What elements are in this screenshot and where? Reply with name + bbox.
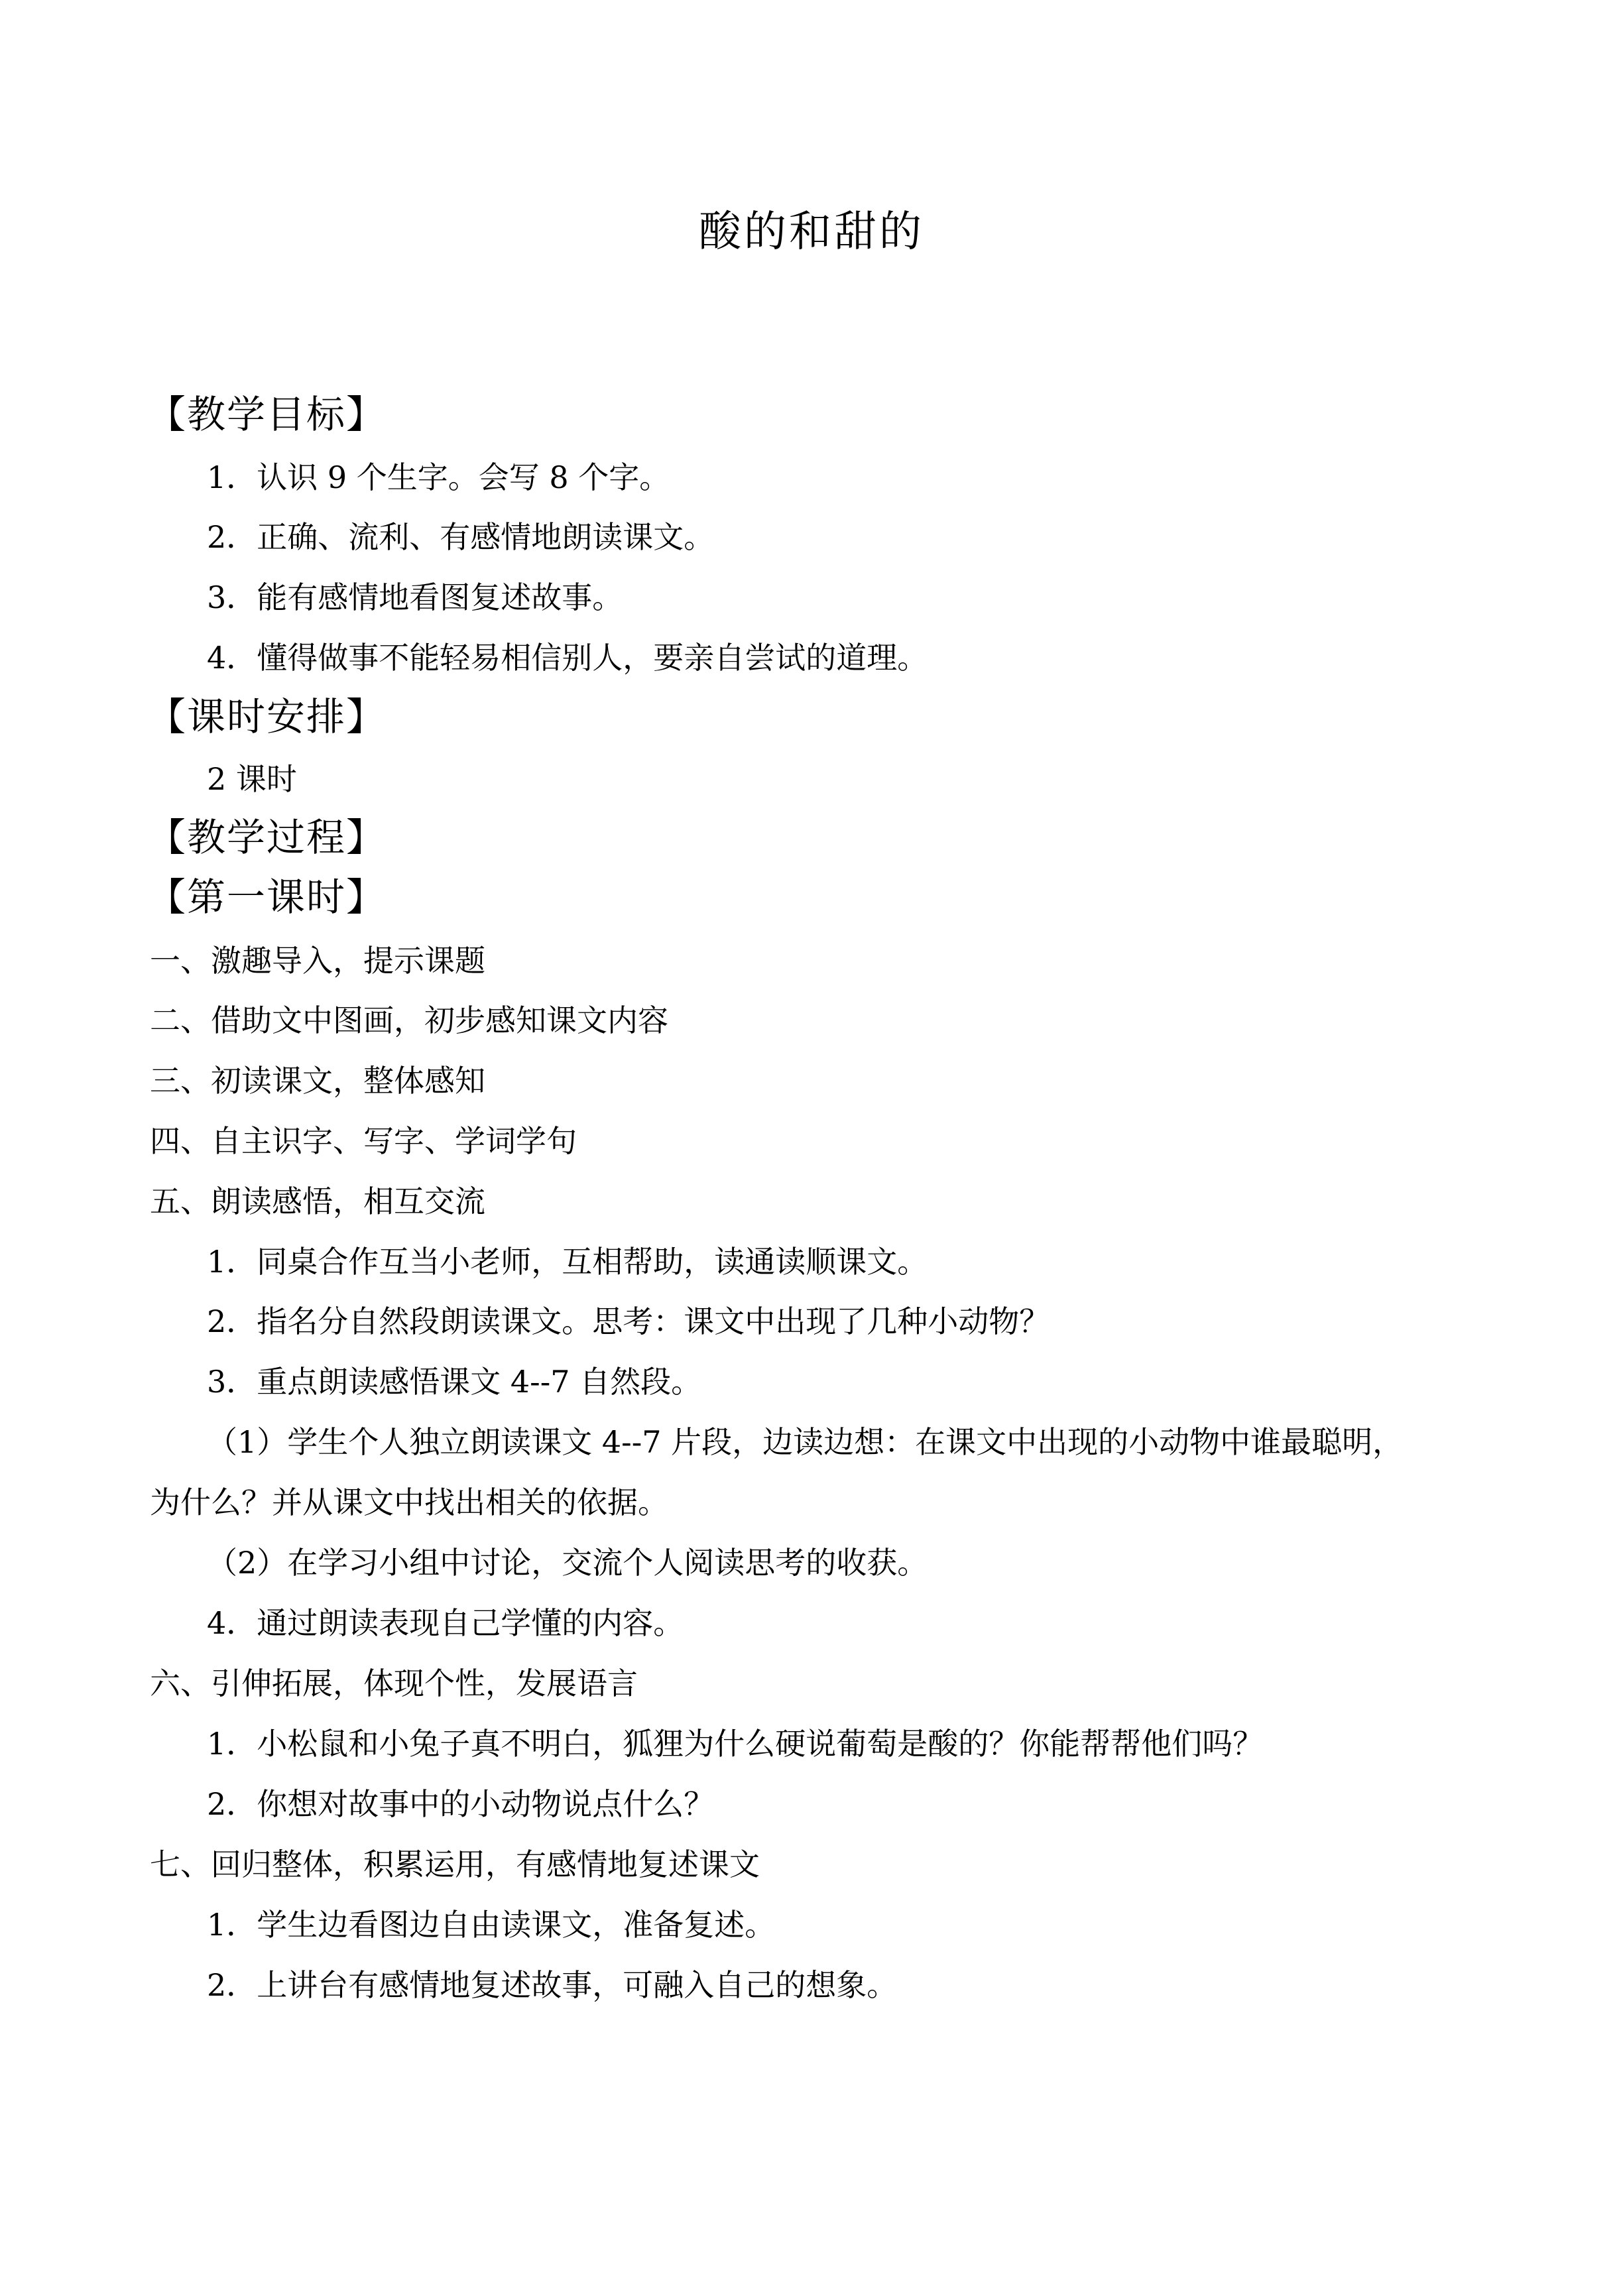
heading-schedule: 【课时安排】 xyxy=(147,694,387,739)
step-item: 2．上讲台有感情地复述故事，可融入自己的想象。 xyxy=(207,1967,898,2003)
step-item: 2．你想对故事中的小动物说点什么？ xyxy=(207,1786,715,1822)
heading-process: 【教学过程】 xyxy=(147,815,387,860)
sub-item: （2）在学习小组中讨论，交流个人阅读思考的收获。 xyxy=(207,1545,928,1581)
sub-item-continuation: 为什么？并从课文中找出相关的依据。 xyxy=(150,1484,668,1520)
step-item: 3．重点朗读感悟课文 4--7 自然段。 xyxy=(207,1364,702,1400)
sub-item: （1）学生个人独立朗读课文 4--7 片段，边读边想：在课文中出现的小动物中谁最聪明， xyxy=(207,1424,1404,1460)
step-item: 1．学生边看图边自由读课文，准备复述。 xyxy=(207,1907,776,1943)
step-heading: 六、引伸拓展，体现个性，发展语言 xyxy=(150,1665,638,1701)
step-heading: 三、初读课文，整体感知 xyxy=(150,1063,485,1099)
heading-objectives: 【教学目标】 xyxy=(147,392,387,437)
objective-item: 2．正确、流利、有感情地朗读课文。 xyxy=(207,519,715,555)
objective-item: 1．认识 9 个生字。会写 8 个字。 xyxy=(207,459,670,495)
step-heading: 一、激趣导入，提示课题 xyxy=(150,943,485,979)
step-item: 1．小松鼠和小兔子真不明白，狐狸为什么硬说葡萄是酸的？你能帮帮他们吗？ xyxy=(207,1726,1264,1762)
step-item: 2．指名分自然段朗读课文。思考：课文中出现了几种小动物？ xyxy=(207,1303,1050,1339)
document-title: 酸的和甜的 xyxy=(699,208,924,257)
objective-item: 3．能有感情地看图复述故事。 xyxy=(207,579,623,615)
step-heading: 七、回归整体，积累运用，有感情地复述课文 xyxy=(150,1846,760,1882)
step-heading: 五、朗读感悟，相互交流 xyxy=(150,1183,485,1219)
objective-item: 4．懂得做事不能轻易相信别人，要亲自尝试的道理。 xyxy=(207,640,928,676)
schedule-text: 2 课时 xyxy=(207,761,297,797)
step-item: 1．同桌合作互当小老师，互相帮助，读通读顺课文。 xyxy=(207,1244,928,1280)
step-heading: 四、自主识字、写字、学词学句 xyxy=(150,1123,577,1159)
step-item: 4．通过朗读表现自己学懂的内容。 xyxy=(207,1605,684,1641)
step-heading: 二、借助文中图画，初步感知课文内容 xyxy=(150,1002,668,1038)
heading-lesson1: 【第一课时】 xyxy=(147,875,387,920)
